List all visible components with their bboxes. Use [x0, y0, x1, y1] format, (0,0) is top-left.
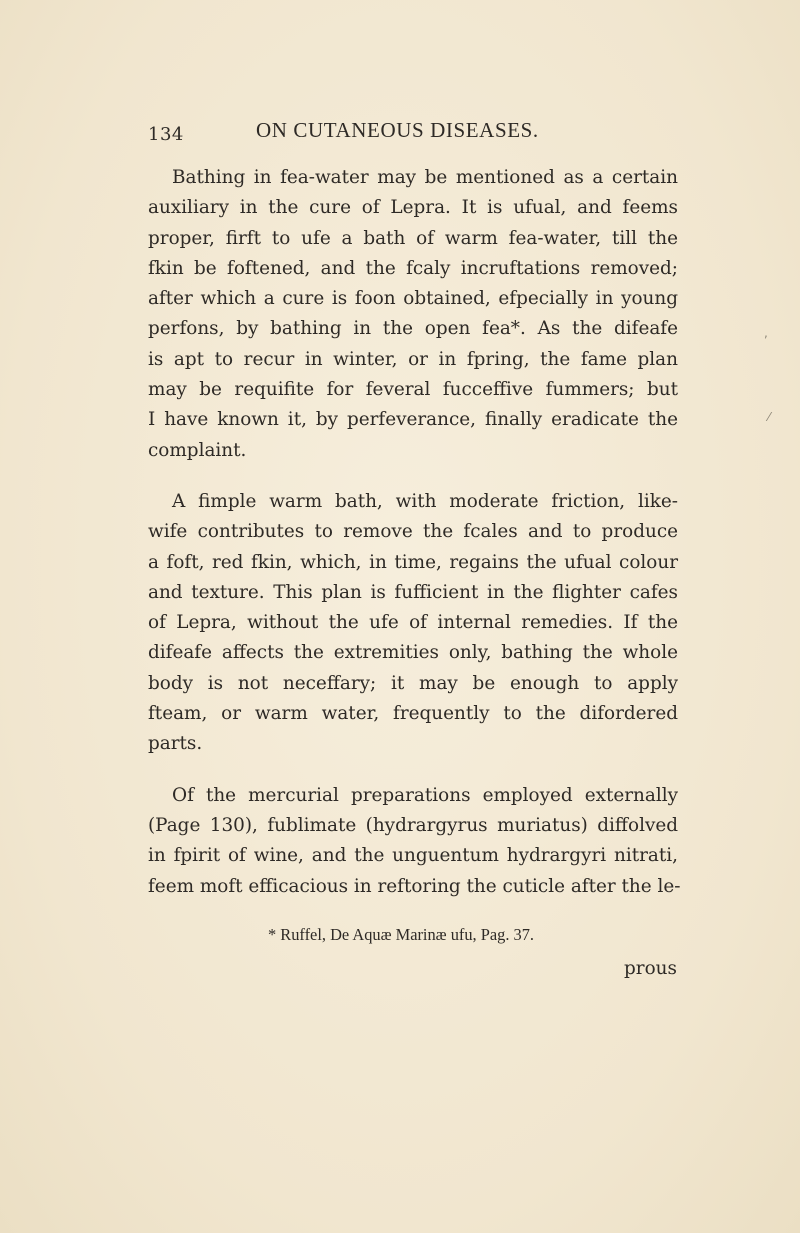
text-line: fteam, or warm water, frequently to the difordered [148, 703, 678, 725]
page-number: 134 [148, 124, 184, 145]
margin-tick-mark: ⁄ [768, 410, 771, 424]
text-line: A fimple warm bath, with moderate friction, like- [172, 490, 678, 512]
text-line: (Page 130), fublimate (hydrargyrus muriatus) diffolved [148, 814, 678, 836]
text-line: fkin be foftened, and the fcaly incruftations removed; [148, 257, 678, 279]
text-line: perfons, by bathing in the open fea*. As the difeafe [148, 318, 678, 340]
text-line: Of the mercurial preparations employed externally [172, 784, 678, 806]
paragraph-1 [148, 163, 678, 466]
text-line: after which a cure is foon obtained, efpecially in young [148, 288, 678, 310]
text-line: and texture. This plan is fufficient in the flighter cafes [148, 581, 678, 603]
catchword: prous [624, 958, 677, 979]
body-text [148, 163, 681, 902]
text-line: proper, firft to ufe a bath of warm fea-water, till the [148, 227, 678, 249]
text-line: complaint. [148, 439, 247, 461]
text-line: auxiliary in the cure of Lepra. It is ufual, and feems [148, 197, 678, 219]
running-title: ON CUTANEOUS DISEASES. [256, 118, 539, 142]
text-line: Bathing in fea-water may be mentioned as a certain [172, 167, 678, 188]
text-line: of Lepra, without the ufe of internal remedies. If the [148, 612, 678, 634]
text-line: a foft, red fkin, which, in time, regains the ufual colour [148, 551, 678, 573]
text-line: may be requifite for feveral fucceffive fummers; but [148, 379, 678, 401]
paragraph-3 [148, 781, 681, 902]
page-header [148, 118, 688, 152]
text-line: I have known it, by perfeverance, finally eradicate the [148, 409, 678, 431]
text-line: wife contributes to remove the fcales and to produce [148, 521, 678, 543]
text-line: body is not neceffary; it may be enough to apply [148, 672, 678, 694]
text-line: feem moft efficacious in reftoring the cuticle after the le- [148, 875, 681, 897]
text-line: parts. [148, 733, 203, 755]
paragraph-2 [148, 487, 678, 760]
text-line: difeafe affects the extremities only, bathing the whole [148, 642, 678, 664]
margin-comma-mark: , [764, 326, 768, 340]
text-line: is apt to recur in winter, or in fpring, the fame plan [148, 348, 678, 370]
footnote: * Ruffel, De Aquæ Marinæ ufu, Pag. 37. [268, 925, 535, 944]
text-line: in fpirit of wine, and the unguentum hydrargyri nitrati, [148, 845, 678, 867]
